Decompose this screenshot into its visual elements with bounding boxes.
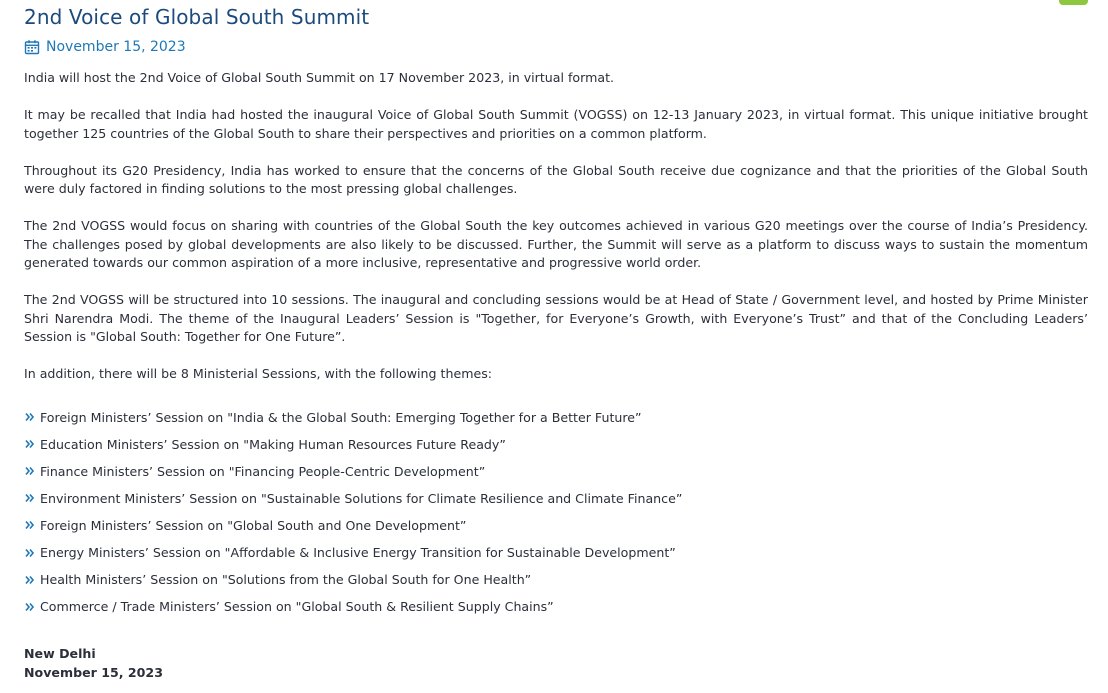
back-to-top-button[interactable] <box>1059 0 1088 5</box>
signoff-date: November 15, 2023 <box>24 665 163 681</box>
list-item-text: Environment Ministers’ Session on "Sustainable Solutions for Climate Resilience and Climate Finance” <box>40 490 683 506</box>
list-item <box>24 431 1088 458</box>
list-item <box>24 566 1088 593</box>
signoff <box>24 644 1088 682</box>
list-item <box>24 485 1088 512</box>
double-chevron-right-icon <box>24 411 36 423</box>
paragraph: The 2nd VOGSS will be structured into 10 sessions. The inaugural and concluding sessions would be at Head of State / Government level, and hosted by Prime Minister Shri Narendra Modi. The theme of the Inaugural Leaders’ Session is "Together, for Everyone’s Growth, with Everyone’s Trust” and that of the Concluding Leaders’ Session is "Global South: Together for One Future”. <box>24 292 1088 344</box>
list-item-text: Commerce / Trade Ministers’ Session on "Global South & Resilient Supply Chains” <box>40 599 554 615</box>
list-item-text: Foreign Ministers’ Session on "Global South and One Development” <box>40 517 467 533</box>
article-body <box>24 69 1088 384</box>
double-chevron-right-icon <box>24 465 36 477</box>
ministerial-sessions-list <box>24 404 1088 621</box>
double-chevron-right-icon <box>24 547 36 559</box>
paragraph: India will host the 2nd Voice of Global South Summit on 17 November 2023, in virtual format. <box>24 70 615 85</box>
list-item <box>24 593 1088 620</box>
calendar-icon <box>24 39 40 55</box>
list-item-text: Energy Ministers’ Session on "Affordable & Inclusive Energy Transition for Sustainable Development” <box>40 545 676 561</box>
paragraph: Throughout its G20 Presidency, India has worked to ensure that the concerns of the Global South receive due cognizance and that the priorities of the Global South were duly factored in finding solutions to the most pressing global challenges. <box>24 162 1088 196</box>
list-item <box>24 404 1088 431</box>
list-item-text: Finance Ministers’ Session on "Financing People-Centric Development” <box>40 463 486 479</box>
list-item-text: Foreign Ministers’ Session on "India & the Global South: Emerging Together for a Better Future” <box>40 409 642 425</box>
paragraph: The 2nd VOGSS would focus on sharing with countries of the Global South the key outcomes achieved in various G20 meetings over the course of India’s Presidency. The challenges posed by global developments are also likely to be discussed. Further, the Summit will serve as a platform to discuss ways to sustain the momentum generated towards our common aspiration of a more inclusive, representative and progressive world order. <box>24 218 1088 270</box>
double-chevron-right-icon <box>24 438 36 450</box>
signoff-place: New Delhi <box>24 646 96 662</box>
double-chevron-right-icon <box>24 574 36 586</box>
article-title: 2nd Voice of Global South Summit <box>24 5 370 29</box>
list-item <box>24 458 1088 485</box>
list-item <box>24 539 1088 566</box>
paragraph: In addition, there will be 8 Ministerial Sessions, with the following themes: <box>24 366 493 381</box>
paragraph: It may be recalled that India had hosted the inaugural Voice of Global South Summit (VOGSS) on 12-13 January 2023, in virtual format. This unique initiative brought together 125 countries of the Global South to share their perspectives and priorities on a common platform. <box>24 107 1088 141</box>
double-chevron-right-icon <box>24 601 36 613</box>
article-date-row <box>24 38 1088 56</box>
list-item-text: Education Ministers’ Session on "Making Human Resources Future Ready” <box>40 436 506 452</box>
article-date: November 15, 2023 <box>46 39 186 55</box>
double-chevron-right-icon <box>24 492 36 504</box>
list-item-text: Health Ministers’ Session on "Solutions from the Global South for One Health” <box>40 572 532 588</box>
list-item <box>24 512 1088 539</box>
double-chevron-right-icon <box>24 519 36 531</box>
